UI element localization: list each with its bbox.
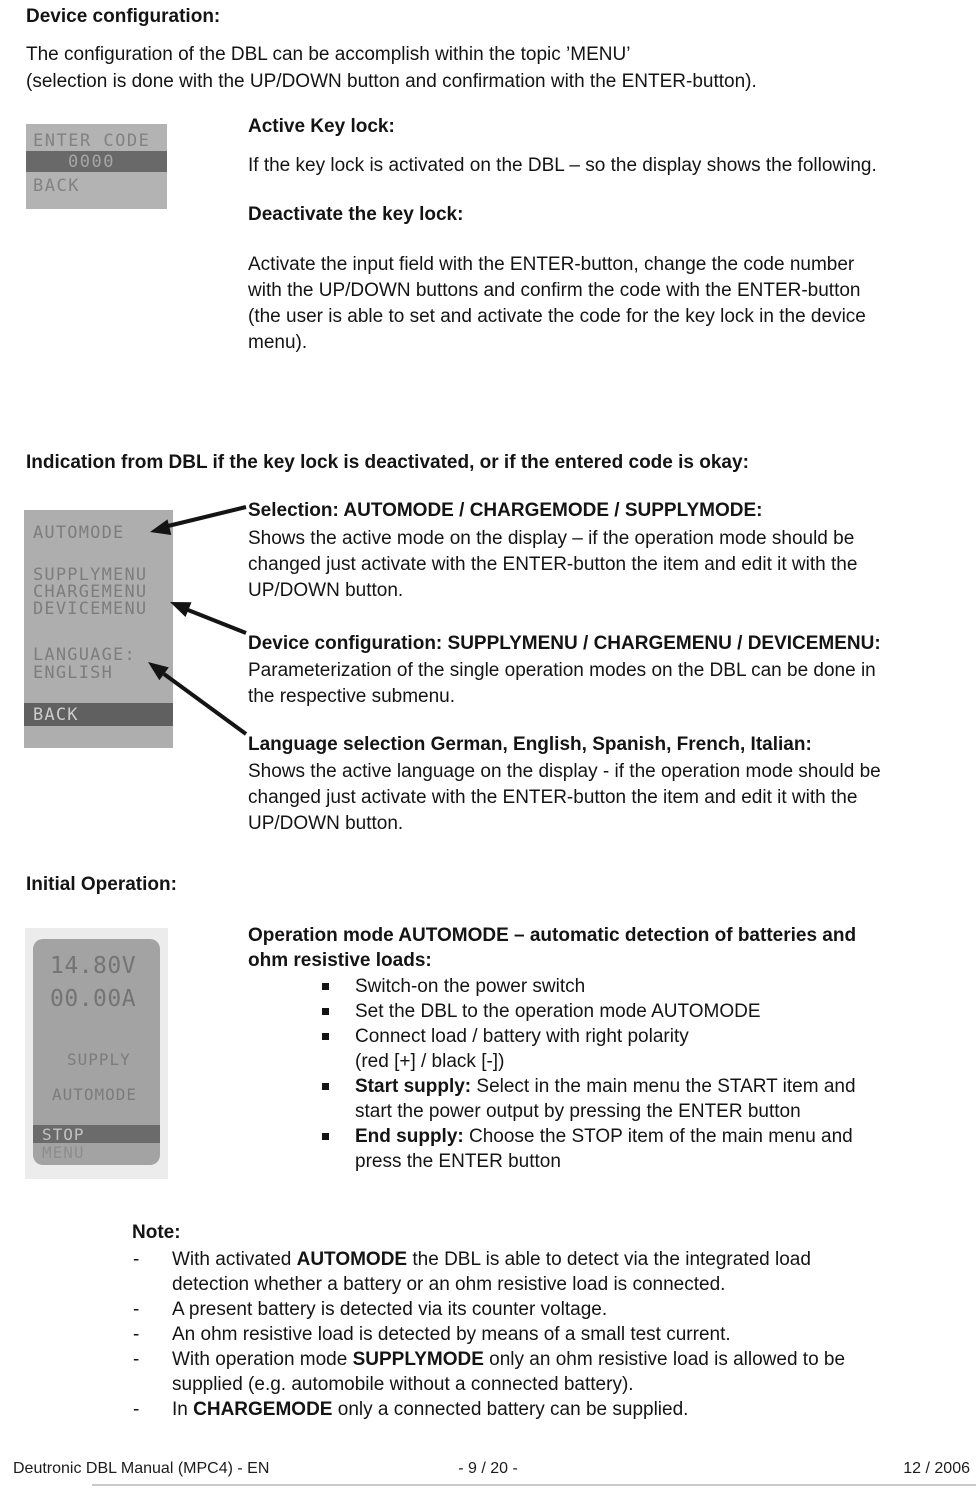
note-text: only a connected battery can be supplied. xyxy=(332,1399,689,1420)
note-item-continuation xyxy=(133,1272,845,1297)
heading-language-selection: Language selection German, English, Spanish, French, Italian: xyxy=(248,734,812,755)
arrow-to-language xyxy=(164,674,246,734)
language-line-2: changed just activate with the ENTER-button the item and edit it with the xyxy=(248,787,858,808)
arrowhead-devicemenu xyxy=(170,602,192,617)
section-title-device-configuration: Device configuration: xyxy=(26,6,221,27)
heading-deactivate-key-lock: Deactivate the key lock: xyxy=(248,204,464,225)
lcd2-row-automode: AUTOMODE xyxy=(33,523,125,543)
lcd2-row-devicemenu: DEVICEMENU xyxy=(33,599,148,619)
lcd3-current: 00.00A xyxy=(50,986,137,1012)
note-text: supplied (e.g. automobile without a connected battery). xyxy=(172,1374,634,1395)
note-text: detection whether a battery or an ohm resistive load is connected. xyxy=(172,1274,726,1295)
intro-line-2: (selection is done with the UP/DOWN button and confirmation with the ENTER-button). xyxy=(26,71,757,92)
note-text: A present battery is detected via its counter voltage. xyxy=(172,1299,608,1320)
note-bold: CHARGEMODE xyxy=(193,1399,333,1420)
list-item xyxy=(248,999,856,1024)
note-text: With operation mode xyxy=(172,1349,353,1370)
footer-page-number: - 9 / 20 - xyxy=(458,1460,518,1477)
note-item xyxy=(133,1297,845,1322)
bullet-text: start the power output by pressing the ENTER button xyxy=(355,1101,801,1122)
square-bullet-icon xyxy=(322,1133,329,1140)
device-config-line-1: Parameterization of the single operation modes on the DBL can be done in xyxy=(248,660,876,681)
lcd2-row-language: LANGUAGE: xyxy=(33,645,136,665)
note-text: An ohm resistive load is detected by means of a small test current. xyxy=(172,1324,731,1345)
active-key-lock-text: If the key lock is activated on the DBL – so the display shows the following. xyxy=(248,155,877,176)
bullet-text: Switch-on the power switch xyxy=(355,976,586,997)
language-line-3: UP/DOWN button. xyxy=(248,813,404,834)
lcd-screenshot-main-menu xyxy=(24,510,173,748)
lcd2-row-supplymenu: SUPPLYMENU xyxy=(33,565,148,585)
square-bullet-icon xyxy=(322,1008,329,1015)
bullet-text: Select in the main menu the START item and xyxy=(471,1076,856,1097)
list-item-continuation xyxy=(248,1049,856,1074)
selection-line-3: UP/DOWN button. xyxy=(248,580,404,601)
dash-bullet: - xyxy=(133,1324,140,1345)
lcd3-mode-automode: AUTOMODE xyxy=(52,1085,138,1104)
note-item xyxy=(133,1347,845,1372)
dash-bullet: - xyxy=(133,1349,140,1370)
note-text: With activated xyxy=(172,1249,297,1270)
lcd2-row-english: ENGLISH xyxy=(33,663,114,683)
note-item xyxy=(133,1247,845,1272)
list-item-continuation xyxy=(248,1099,856,1124)
heading-indication: Indication from DBL if the key lock is deactivated, or if the entered code is okay: xyxy=(26,452,749,473)
deactivate-line-3: (the user is able to set and activate the code for the key lock in the device xyxy=(248,306,866,327)
lcd1-row-back: BACK xyxy=(33,176,80,196)
lcd2-highlight-band xyxy=(24,703,173,726)
device-config-line-2: the respective submenu. xyxy=(248,686,456,707)
lcd-screenshot-enter-code xyxy=(26,124,167,209)
language-paragraph xyxy=(248,759,881,837)
list-item xyxy=(248,1024,856,1049)
arrow-to-automode xyxy=(168,507,246,526)
operation-bullet-list xyxy=(248,974,856,1174)
op-title-line-2: ohm resistive loads: xyxy=(248,950,432,971)
bullet-bold-prefix: End supply: xyxy=(355,1126,464,1147)
bullet-text: Set the DBL to the operation mode AUTOMODE xyxy=(355,1001,761,1022)
selection-paragraph xyxy=(248,526,857,604)
note-text: only an ohm resistive load is allowed to be xyxy=(483,1349,846,1370)
heading-device-config-menus: Device configuration: SUPPLYMENU / CHARGEMENU / DEVICEMENU: xyxy=(248,633,881,654)
intro-paragraph xyxy=(26,41,757,95)
note-list xyxy=(133,1247,845,1422)
note-text: the DBL is able to detect via the integrated load xyxy=(407,1249,811,1270)
footer-date: 12 / 2006 xyxy=(903,1460,970,1477)
footer-document-title: Deutronic DBL Manual (MPC4) - EN xyxy=(13,1460,270,1477)
dash-bullet: - xyxy=(133,1299,140,1320)
lcd1-row-enter-code: ENTER CODE xyxy=(33,131,151,151)
heading-initial-operation: Initial Operation: xyxy=(26,874,177,895)
list-item xyxy=(248,1074,856,1099)
bullet-text: (red [+] / black [-]) xyxy=(355,1051,505,1072)
device-config-paragraph xyxy=(248,658,876,710)
lcd-screenshot-supply-automode xyxy=(25,928,168,1179)
square-bullet-icon xyxy=(322,983,329,990)
heading-note: Note: xyxy=(132,1222,181,1243)
op-title-line-1: Operation mode AUTOMODE – automatic detection of batteries and xyxy=(248,925,857,946)
lcd3-highlight-band xyxy=(33,1125,160,1143)
note-text: In xyxy=(172,1399,194,1420)
bullet-text: press the ENTER button xyxy=(355,1151,561,1172)
lcd1-highlight-band xyxy=(26,151,167,172)
heading-active-key-lock: Active Key lock: xyxy=(248,116,395,137)
list-item-continuation xyxy=(248,1149,856,1174)
lcd3-stop-label: STOP xyxy=(42,1125,85,1144)
square-bullet-icon xyxy=(322,1083,329,1090)
note-bold: AUTOMODE xyxy=(296,1249,408,1270)
arrow-to-devicemenu xyxy=(188,610,246,633)
scan-edge-artifact xyxy=(92,1484,976,1486)
lcd3-voltage: 14.80V xyxy=(50,953,137,979)
dash-bullet: - xyxy=(133,1399,140,1420)
lcd2-row-chargemenu: CHARGEMENU xyxy=(33,582,148,602)
note-item xyxy=(133,1397,845,1422)
deactivate-line-4: menu). xyxy=(248,332,308,353)
bullet-bold-prefix: Start supply: xyxy=(355,1076,472,1097)
deactivate-paragraph xyxy=(248,252,866,356)
list-item xyxy=(248,974,856,999)
list-item xyxy=(248,1124,856,1149)
deactivate-line-2: with the UP/DOWN buttons and confirm the code with the ENTER-button xyxy=(248,280,861,301)
bullet-text: Connect load / battery with right polarity xyxy=(355,1026,689,1047)
lcd3-mode-supply: SUPPLY xyxy=(67,1050,131,1069)
dash-bullet: - xyxy=(133,1249,140,1270)
heading-operation-mode-automode xyxy=(248,923,856,973)
note-bold: SUPPLYMODE xyxy=(352,1349,484,1370)
deactivate-line-1: Activate the input field with the ENTER-button, change the code number xyxy=(248,254,855,275)
bullet-text: Choose the STOP item of the main menu and xyxy=(463,1126,853,1147)
selection-line-1: Shows the active mode on the display – if the operation mode should be xyxy=(248,528,855,549)
lcd3-menu-label: MENU xyxy=(42,1143,85,1162)
selection-line-2: changed just activate with the ENTER-button the item and edit it with the xyxy=(248,554,858,575)
language-line-1: Shows the active language on the display - if the operation mode should be xyxy=(248,761,881,782)
lcd3-screen xyxy=(33,939,160,1165)
note-item xyxy=(133,1322,845,1347)
lcd2-back-label: BACK xyxy=(33,705,79,725)
intro-line-1: The configuration of the DBL can be accomplish within the topic ’MENU’ xyxy=(26,44,631,65)
note-item-continuation xyxy=(133,1372,845,1397)
heading-selection-modes: Selection: AUTOMODE / CHARGEMODE / SUPPLYMODE: xyxy=(248,500,763,521)
square-bullet-icon xyxy=(322,1033,329,1040)
lcd1-code-value: 0000 xyxy=(68,152,115,172)
